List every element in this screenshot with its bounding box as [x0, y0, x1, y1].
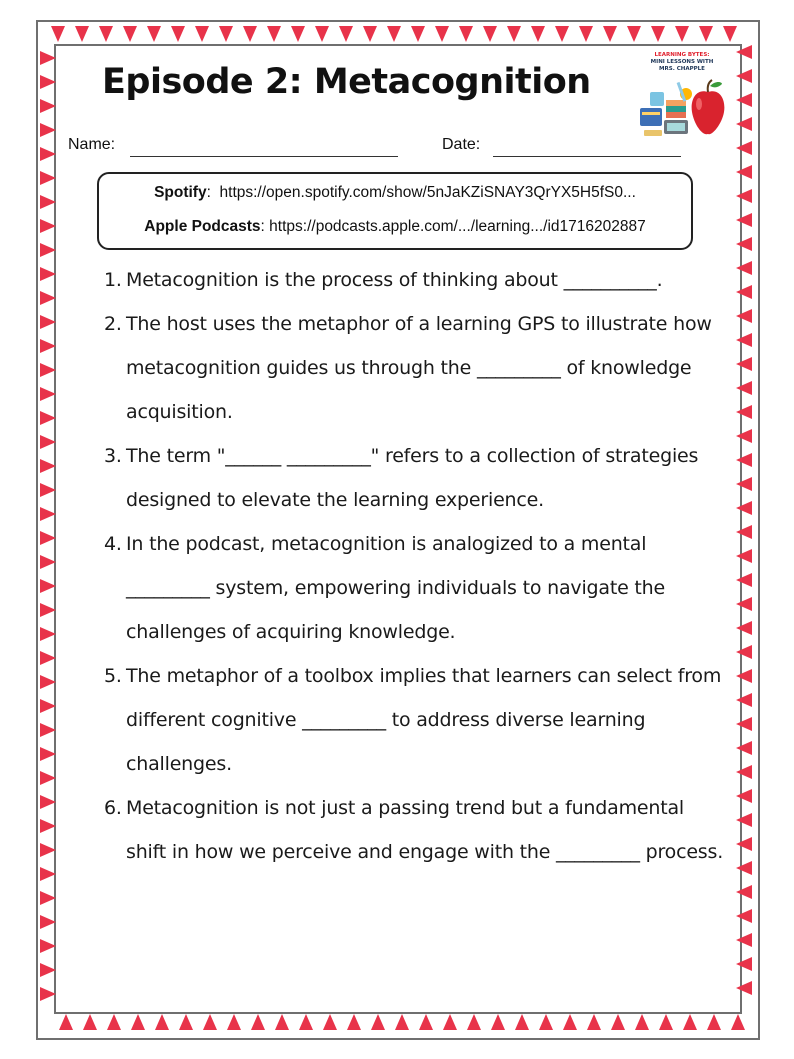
border-triangle	[347, 1014, 361, 1030]
border-triangle	[40, 435, 56, 449]
border-triangle	[323, 1014, 337, 1030]
border-triangle	[131, 1014, 145, 1030]
question-number: 5.	[104, 665, 122, 687]
border-triangle	[539, 1014, 553, 1030]
question-4	[104, 522, 724, 654]
border-triangle	[736, 669, 752, 683]
border-triangle	[515, 1014, 529, 1030]
border-triangle	[736, 645, 752, 659]
name-label: Name:	[68, 136, 116, 153]
border-triangle	[219, 26, 233, 42]
border-triangle	[107, 1014, 121, 1030]
border-triangle	[275, 1014, 289, 1030]
question-number: 4.	[104, 533, 122, 555]
border-triangle	[507, 26, 521, 42]
border-triangle	[387, 26, 401, 42]
border-triangle	[371, 1014, 385, 1030]
border-triangle	[40, 603, 56, 617]
border-triangle	[736, 933, 752, 947]
question-text: Metacognition is the process of thinking about __________.	[126, 269, 663, 291]
border-triangle	[40, 867, 56, 881]
border-triangle	[40, 891, 56, 905]
apple-podcasts-label: Apple Podcasts	[144, 218, 261, 235]
logo-line-2: MINI LESSONS WITH	[650, 59, 714, 65]
border-triangle	[251, 1014, 265, 1030]
apple-podcasts-row: Apple Podcasts: https://podcasts.apple.com/.../learning.../id1716202887	[144, 218, 646, 235]
border-triangle	[736, 741, 752, 755]
border-triangle	[363, 26, 377, 42]
border-triangle	[40, 363, 56, 377]
podcast-links-box	[97, 172, 693, 250]
border-triangle	[491, 1014, 505, 1030]
border-triangle	[555, 26, 569, 42]
border-triangle	[736, 789, 752, 803]
border-triangle	[147, 26, 161, 42]
border-triangle	[40, 147, 56, 161]
border-triangle	[171, 26, 185, 42]
border-triangle	[736, 333, 752, 347]
question-text: Metacognition is not just a passing trend but a fundamental shift in how we perceive and engage with the _________ process.	[126, 797, 724, 863]
border-triangle	[651, 26, 665, 42]
border-triangle	[736, 117, 752, 131]
border-triangle	[736, 573, 752, 587]
border-triangle	[699, 26, 713, 42]
border-triangle	[40, 843, 56, 857]
border-triangle	[736, 765, 752, 779]
border-triangle	[736, 69, 752, 83]
border-triangle	[659, 1014, 673, 1030]
question-list	[104, 258, 724, 874]
border-triangle	[40, 507, 56, 521]
question-3	[104, 434, 724, 522]
border-triangle	[736, 213, 752, 227]
logo-line-3: MRS. CHAPPLE	[659, 66, 705, 72]
border-triangle	[736, 981, 752, 995]
spotify-label: Spotify	[154, 184, 207, 201]
border-triangle	[40, 531, 56, 545]
border-triangle	[40, 699, 56, 713]
border-triangle	[40, 195, 56, 209]
border-triangle	[83, 1014, 97, 1030]
question-number: 2.	[104, 313, 122, 335]
border-triangle	[736, 501, 752, 515]
question-text: The metaphor of a toolbox implies that learners can select from different cognitive _________ to address diverse learning challenges.	[126, 665, 722, 775]
logo-line-1: LEARNING BYTES:	[654, 52, 710, 58]
border-triangle	[40, 123, 56, 137]
border-triangle	[40, 723, 56, 737]
date-label: Date:	[442, 136, 481, 153]
border-triangle	[635, 1014, 649, 1030]
border-triangle	[40, 339, 56, 353]
question-6	[104, 786, 724, 874]
border-triangle	[736, 717, 752, 731]
border-triangle	[736, 189, 752, 203]
border-triangle	[40, 243, 56, 257]
border-triangle	[736, 693, 752, 707]
border-triangle	[243, 26, 257, 42]
border-triangle	[395, 1014, 409, 1030]
border-triangle	[40, 675, 56, 689]
border-triangle	[603, 26, 617, 42]
border-triangle	[736, 813, 752, 827]
question-text: In the podcast, metacognition is analogized to a mental _________ system, empowering individuals to navigate the challenges of acquiring knowledge.	[126, 533, 665, 643]
question-number: 3.	[104, 445, 122, 467]
border-triangle	[59, 1014, 73, 1030]
page-title: Episode 2: Metacognition	[102, 62, 591, 102]
border-triangle	[736, 357, 752, 371]
border-triangle	[723, 26, 737, 42]
border-triangle	[40, 387, 56, 401]
border-triangle	[736, 309, 752, 323]
border-triangle	[627, 26, 641, 42]
border-triangle	[531, 26, 545, 42]
border-triangle	[736, 861, 752, 875]
border-triangle	[736, 957, 752, 971]
question-text: The term "______ _________" refers to a collection of strategies designed to elevate the learning experience.	[126, 445, 699, 511]
border-triangle	[587, 1014, 601, 1030]
border-triangle	[675, 26, 689, 42]
border-triangle	[736, 285, 752, 299]
border-triangle	[736, 525, 752, 539]
border-triangle	[75, 26, 89, 42]
border-triangle	[40, 99, 56, 113]
border-triangle	[40, 819, 56, 833]
question-number: 6.	[104, 797, 122, 819]
border-triangle	[40, 219, 56, 233]
border-triangle	[736, 885, 752, 899]
border-triangle	[203, 1014, 217, 1030]
border-triangle	[40, 315, 56, 329]
border-triangle	[736, 453, 752, 467]
border-triangle	[736, 237, 752, 251]
border-triangle	[40, 291, 56, 305]
border-triangle	[195, 26, 209, 42]
border-triangle	[483, 26, 497, 42]
apple-podcasts-link[interactable]: https://podcasts.apple.com/.../learning.../id1716202887	[269, 218, 646, 235]
school-supplies-icon	[636, 52, 728, 144]
question-number: 1.	[104, 269, 122, 291]
border-triangle	[40, 171, 56, 185]
border-triangle	[155, 1014, 169, 1030]
border-triangle	[736, 45, 752, 59]
border-triangle	[40, 51, 56, 65]
border-triangle	[40, 771, 56, 785]
border-triangle	[291, 26, 305, 42]
border-triangle	[40, 795, 56, 809]
border-triangle	[736, 429, 752, 443]
border-triangle	[299, 1014, 313, 1030]
border-triangle	[435, 26, 449, 42]
name-field[interactable]	[130, 156, 398, 157]
border-triangle	[736, 165, 752, 179]
border-triangle	[579, 26, 593, 42]
border-triangle	[731, 1014, 745, 1030]
border-triangle	[443, 1014, 457, 1030]
border-triangle	[315, 26, 329, 42]
border-triangle	[40, 963, 56, 977]
border-triangle	[736, 549, 752, 563]
border-triangle	[736, 477, 752, 491]
question-1	[104, 258, 724, 302]
border-triangle	[736, 141, 752, 155]
border-triangle	[339, 26, 353, 42]
border-triangle	[736, 381, 752, 395]
border-triangle	[683, 1014, 697, 1030]
border-triangle	[419, 1014, 433, 1030]
border-triangle	[736, 93, 752, 107]
border-triangle	[40, 915, 56, 929]
border-triangle	[40, 483, 56, 497]
question-text: The host uses the metaphor of a learning GPS to illustrate how metacognition guides us through the _________ of knowledge acquisition.	[126, 313, 712, 423]
border-triangle	[467, 1014, 481, 1030]
border-triangle	[411, 26, 425, 42]
border-triangle	[40, 747, 56, 761]
border-triangle	[40, 459, 56, 473]
border-triangle	[123, 26, 137, 42]
border-triangle	[40, 987, 56, 1001]
border-triangle	[40, 651, 56, 665]
border-triangle	[736, 597, 752, 611]
border-triangle	[459, 26, 473, 42]
border-triangle	[267, 26, 281, 42]
question-2	[104, 302, 724, 434]
border-triangle	[179, 1014, 193, 1030]
spotify-link[interactable]: https://open.spotify.com/show/5nJaKZiSNAY3QrYX5H5fS0...	[219, 184, 636, 201]
border-triangle	[736, 909, 752, 923]
border-triangle	[40, 411, 56, 425]
border-triangle	[563, 1014, 577, 1030]
border-triangle	[99, 26, 113, 42]
border-triangle	[40, 627, 56, 641]
border-triangle	[51, 26, 65, 42]
border-triangle	[736, 261, 752, 275]
question-5	[104, 654, 724, 786]
podcast-logo	[636, 52, 728, 144]
border-triangle	[40, 939, 56, 953]
border-triangle	[611, 1014, 625, 1030]
border-triangle	[736, 621, 752, 635]
spotify-row: Spotify: https://open.spotify.com/show/5nJaKZiSNAY3QrYX5H5fS0...	[154, 184, 636, 201]
border-triangle	[707, 1014, 721, 1030]
border-triangle	[227, 1014, 241, 1030]
border-triangle	[40, 555, 56, 569]
border-triangle	[40, 579, 56, 593]
date-field[interactable]	[493, 156, 681, 157]
border-triangle	[736, 405, 752, 419]
border-triangle	[40, 267, 56, 281]
border-triangle	[40, 75, 56, 89]
border-triangle	[736, 837, 752, 851]
